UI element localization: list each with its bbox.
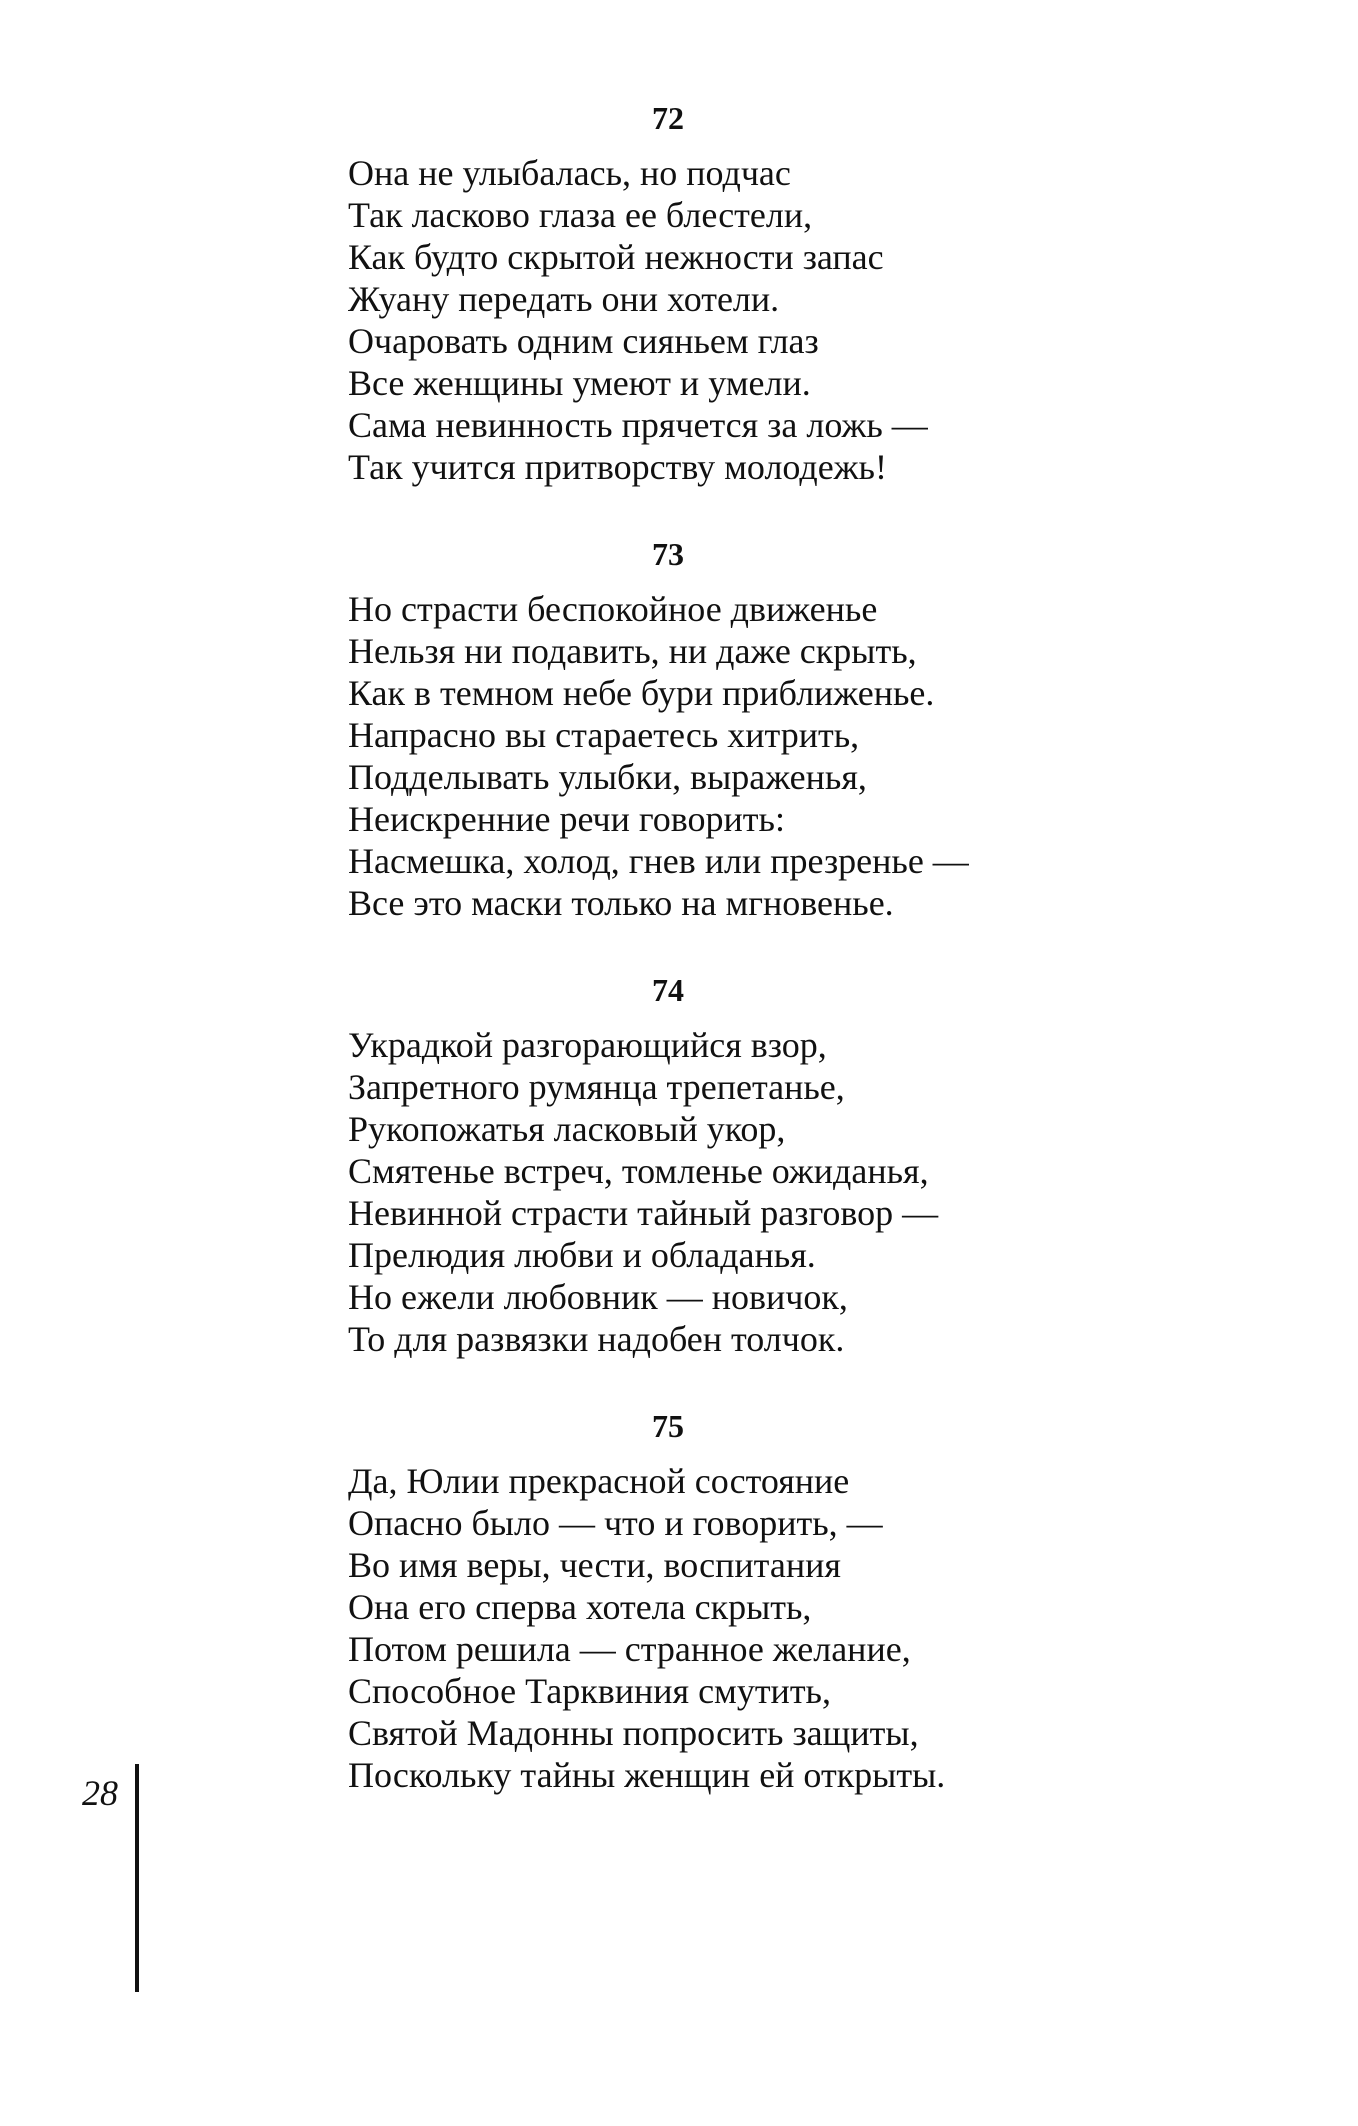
stanza-number: 75 [652,1408,684,1444]
verse-line: Смятенье встреч, томленье ожиданья, [348,1151,929,1191]
verse-line: Она не улыбалась, но подчас [348,153,791,193]
verse-line: Жуану передать они хотели. [348,279,780,319]
verse-line: Как в темном небе бури приближенье. [348,673,935,713]
stanza-lines [348,1460,1168,1796]
verse-line: Все женщины умеют и умели. [348,363,811,403]
verse-line: Она его сперва хотела скрыть, [348,1587,812,1627]
stanza-lines [348,1024,1168,1360]
stanza-number: 73 [652,536,684,572]
verse-line: Так ласково глаза ее блестели, [348,195,813,235]
verse-line: Но страсти беспокойное движенье [348,589,878,629]
verse-line: Неискренние речи говорить: [348,799,785,839]
verse-line: Прелюдия любви и обладанья. [348,1235,816,1275]
verse-line: Украдкой разгорающийся взор, [348,1025,827,1065]
verse-line: Подделывать улыбки, выраженья, [348,757,867,797]
stanza-lines [348,152,1168,488]
verse-line: Да, Юлии прекрасной состояние [348,1461,850,1501]
verse-line: Напрасно вы стараетесь хитрить, [348,715,860,755]
verse-line: Все это маски только на мгновенье. [348,883,894,923]
verse-line: Очаровать одним сияньем глаз [348,321,819,361]
verse-line: Запретного румянца трепетанье, [348,1067,845,1107]
verse-line: Способное Тарквиния смутить, [348,1671,831,1711]
verse-line: Потом решила — странное желание, [348,1629,911,1669]
stanza-72 [348,98,1168,488]
verse-line: То для развязки надобен толчок. [348,1319,845,1359]
verse-line: Рукопожатья ласковый укор, [348,1109,786,1149]
verse-line: Опасно было — что и говорить, — [348,1503,883,1543]
verse-line: Нельзя ни подавить, ни даже скрыть, [348,631,917,671]
verse-line: Так учится притворству молодежь! [348,447,887,487]
stanza-73 [348,534,1168,924]
verse-line: Сама невинность прячется за ложь — [348,405,928,445]
stanza-74 [348,970,1168,1360]
stanza-number: 72 [652,100,684,136]
margin-rule [135,1764,139,1992]
verse-line: Как будто скрытой нежности запас [348,237,884,277]
page-number: 28 [82,1773,118,1813]
poem-text-column [348,98,1168,1842]
verse-line: Насмешка, холод, гнев или презренье — [348,841,969,881]
verse-line: Святой Мадонны попросить защиты, [348,1713,919,1753]
stanza-75 [348,1406,1168,1796]
verse-line: Невинной страсти тайный разговор — [348,1193,939,1233]
verse-line: Во имя веры, чести, воспитания [348,1545,841,1585]
stanza-lines [348,588,1168,924]
verse-line: Поскольку тайны женщин ей открыты. [348,1755,946,1795]
verse-line: Но ежели любовник — новичок, [348,1277,848,1317]
stanza-number: 74 [652,972,684,1008]
